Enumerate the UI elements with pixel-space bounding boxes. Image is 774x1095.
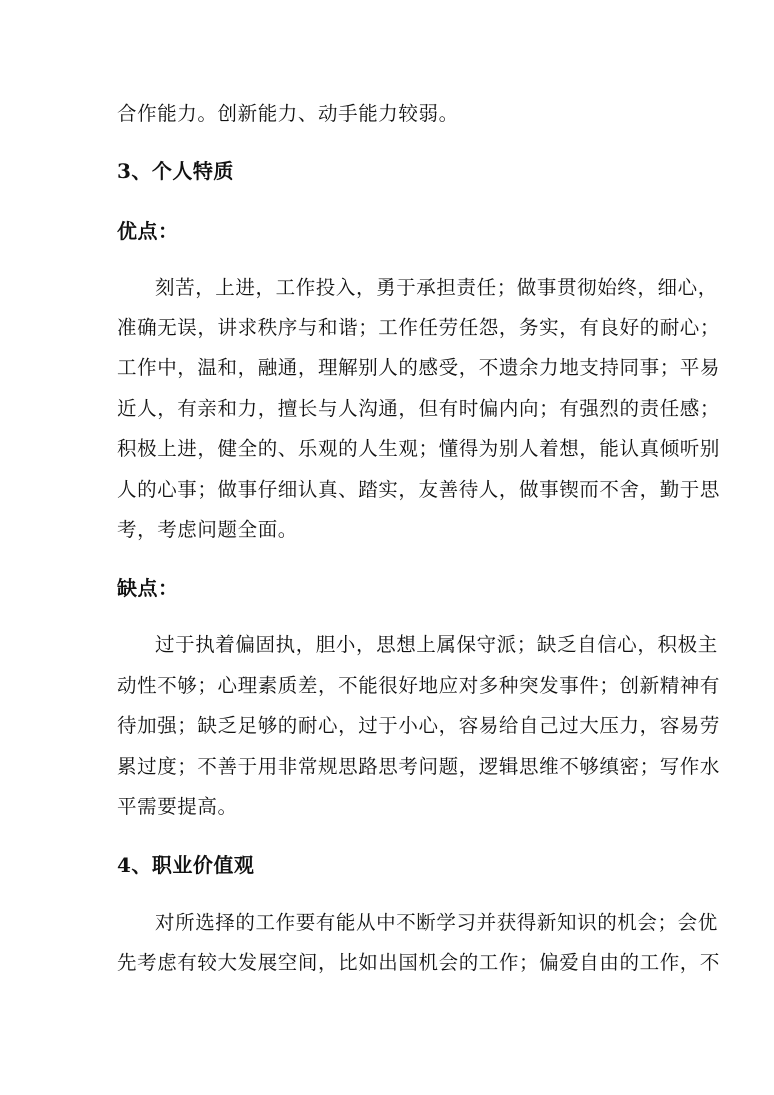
strengths-line: 准确无误，讲求秩序与和谐；工作任劳任怨，务实，有良好的耐心； [117, 316, 721, 339]
strengths-line: 近人，有亲和力，擅长与人沟通，但有时偏内向；有强烈的责任感； [117, 397, 721, 420]
strengths-line: 工作中，温和，融通，理解别人的感受，不遗余力地支持同事；平易 [117, 356, 721, 379]
strengths-line: 刻苦，上进，工作投入，勇于承担责任；做事贯彻始终，细心， [155, 276, 718, 299]
values-line: 对所选择的工作要有能从中不断学习并获得新知识的机会；会优 [155, 911, 718, 934]
intro-line: 合作能力。创新能力、动手能力较弱。 [117, 102, 459, 125]
strengths-line: 人的心事；做事仔细认真、踏实，友善待人，做事锲而不舍，勤于思 [117, 478, 721, 501]
section-3-title: 3、个人特质 [117, 159, 234, 183]
weaknesses-line: 过于执着偏固执，胆小，思想上属保守派；缺乏自信心，积极主 [155, 633, 718, 656]
weaknesses-line: 累过度；不善于用非常规思路思考问题，逻辑思维不够缜密；写作水 [117, 755, 721, 778]
strengths-line: 积极上进，健全的、乐观的人生观；懂得为别人着想，能认真倾听别 [117, 437, 721, 460]
values-line: 先考虑有较大发展空间，比如出国机会的工作；偏爱自由的工作，不 [117, 951, 721, 974]
weaknesses-label: 缺点： [117, 576, 179, 600]
weaknesses-line: 动性不够；心理素质差，不能很好地应对多种突发事件；创新精神有 [117, 674, 721, 697]
weaknesses-line: 待加强；缺乏足够的耐心，过于小心，容易给自己过大压力，容易劳 [117, 714, 721, 737]
strengths-line: 考，考虑问题全面。 [117, 518, 298, 541]
strengths-label: 优点： [117, 219, 179, 243]
weaknesses-line: 平需要提高。 [117, 795, 238, 818]
section-4-title: 4、职业价值观 [117, 853, 255, 877]
